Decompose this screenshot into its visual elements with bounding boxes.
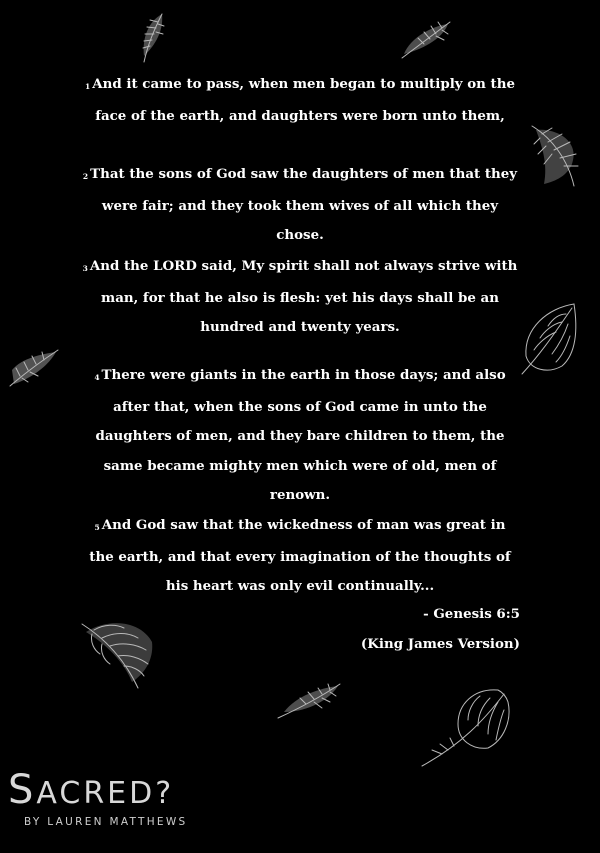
feather-icon [528,124,584,188]
feather-icon [398,20,454,60]
verse-text: There were giants in the earth in those days; and also after that, when the sons of God came in unto the daughters of men, and they bare children to them, the same became mighty men which were of old, men of renown. [95,367,506,503]
feather-icon [518,300,582,376]
attribution [320,599,520,659]
verse-text: And God saw that the wickedness of man was great in the earth, and that every imagination of the thoughts of his heart was only evil continually... [89,517,511,594]
logo-title-first: S [8,767,37,813]
verse-2 [80,160,520,251]
feather-icon [138,12,170,64]
feather-icon [418,684,518,774]
feather-icon [276,682,342,722]
feather-icon [8,348,60,388]
verse-number: 5 [94,523,100,532]
logo-title [8,767,188,814]
verse-5 [80,511,520,602]
verse-number: 4 [94,373,100,382]
verse-1 [80,70,520,131]
feather-icon [80,612,160,690]
logo-byline: BY LAUREN MATTHEWS [24,816,188,828]
book-logo [8,767,188,828]
bible-version: (King James Version) [360,636,520,652]
verse-4 [80,361,520,511]
verse-text: That the sons of God saw the daughters of men that they were fair; and they took them wives of all which they chose. [90,166,518,243]
verse-3 [80,252,520,343]
scripture-reference: - Genesis 6:5 [423,606,520,622]
verse-text: And the LORD said, My spirit shall not always strive with man, for that he also is flesh: yet his days shall be an hundred and twenty years. [89,258,518,335]
verse-text: And it came to pass, when men began to multiply on the face of the earth, and daughters were born unto them, [92,76,515,124]
verse-number: 1 [85,82,91,91]
verse-number: 3 [82,264,88,273]
logo-title-rest: ACRED? [36,776,175,811]
verse-number: 2 [82,172,89,181]
